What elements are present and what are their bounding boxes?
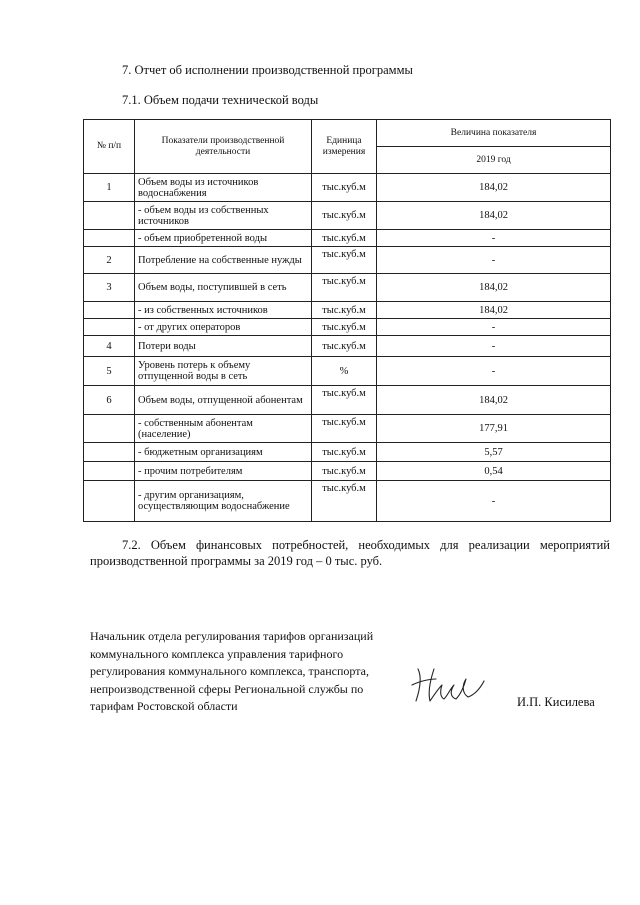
- row-unit: тыс.куб.м: [312, 319, 377, 336]
- row-value: 184,02: [377, 174, 611, 202]
- table-row: [84, 247, 611, 274]
- row-unit: тыс.куб.м: [312, 230, 377, 247]
- row-num: [84, 319, 135, 336]
- subsection-title: 7.1. Объем подачи технической воды: [122, 93, 319, 107]
- row-value: 184,02: [377, 202, 611, 230]
- row-unit: тыс.куб.м: [312, 336, 377, 357]
- row-value: 177,91: [377, 415, 611, 443]
- row-unit: тыс.куб.м: [312, 202, 377, 230]
- row-indicator: Потребление на собственные нужды: [135, 247, 312, 274]
- table-row: [84, 462, 611, 481]
- row-num: 2: [84, 247, 135, 274]
- row-num: 1: [84, 174, 135, 202]
- row-value: 184,02: [377, 274, 611, 302]
- row-indicator: - объем приобретенной воды: [135, 230, 312, 247]
- table-row: [84, 336, 611, 357]
- header-indicator: Показатели производственной деятельности: [135, 120, 312, 174]
- table-row: [84, 174, 611, 202]
- row-unit: тыс.куб.м: [312, 174, 377, 202]
- table-row: [84, 302, 611, 319]
- row-num: [84, 443, 135, 462]
- row-unit: тыс.куб.м: [312, 247, 377, 274]
- table-row: [84, 230, 611, 247]
- row-num: [84, 462, 135, 481]
- row-num: 5: [84, 357, 135, 386]
- row-value: -: [377, 230, 611, 247]
- row-indicator: - бюджетным организациям: [135, 443, 312, 462]
- signatory-name: И.П. Кисилева: [517, 695, 595, 709]
- row-value: -: [377, 319, 611, 336]
- row-unit: тыс.куб.м: [312, 462, 377, 481]
- row-indicator: Уровень потерь к объему отпущенной воды в сеть: [135, 357, 312, 386]
- signatory-position: Начальник отдела регулирования тарифов организаций коммунального комплекса управления тарифного регулирования коммунального комплекса, транспорта, непроизводственной сферы Региональной службы по тарифам Ростовской области: [90, 629, 374, 713]
- row-indicator: - другим организациям, осуществляющим водоснабжение: [135, 481, 312, 522]
- header-value-group: Величина показателя: [377, 120, 611, 147]
- row-indicator: - из собственных источников: [135, 302, 312, 319]
- row-value: 0,54: [377, 462, 611, 481]
- table-row: [84, 319, 611, 336]
- financial-needs-paragraph: 7.2. Объем финансовых потребностей, необходимых для реализации мероприятий производственной программы за 2019 год – 0 тыс. руб.: [90, 538, 610, 568]
- header-num: № п/п: [84, 120, 135, 174]
- row-indicator: Объем воды из источников водоснабжения: [135, 174, 312, 202]
- row-indicator: Объем воды, отпущенной абонентам: [135, 386, 312, 415]
- row-num: [84, 481, 135, 522]
- row-value: 184,02: [377, 302, 611, 319]
- table-row: [84, 357, 611, 386]
- table-row: [84, 202, 611, 230]
- water-supply-table: [83, 119, 611, 522]
- row-indicator: - объем воды из собственных источников: [135, 202, 312, 230]
- row-num: [84, 230, 135, 247]
- row-num: [84, 202, 135, 230]
- row-unit: тыс.куб.м: [312, 443, 377, 462]
- row-indicator: Объем воды, поступившей в сеть: [135, 274, 312, 302]
- row-value: -: [377, 336, 611, 357]
- row-num: 3: [84, 274, 135, 302]
- row-indicator: Потери воды: [135, 336, 312, 357]
- row-unit: тыс.куб.м: [312, 481, 377, 522]
- table-row: [84, 481, 611, 522]
- row-value: 5,57: [377, 443, 611, 462]
- row-num: [84, 415, 135, 443]
- row-indicator: - собственным абонентам (население): [135, 415, 312, 443]
- section-title: 7. Отчет об исполнении производственной программы: [122, 63, 413, 77]
- table-row: [84, 274, 611, 302]
- row-value: -: [377, 247, 611, 274]
- row-indicator: - прочим потребителям: [135, 462, 312, 481]
- row-num: [84, 302, 135, 319]
- row-unit: %: [312, 357, 377, 386]
- row-indicator: - от других операторов: [135, 319, 312, 336]
- row-unit: тыс.куб.м: [312, 386, 377, 415]
- row-value: -: [377, 481, 611, 522]
- row-unit: тыс.куб.м: [312, 302, 377, 319]
- row-num: 4: [84, 336, 135, 357]
- table-row: [84, 386, 611, 415]
- row-unit: тыс.куб.м: [312, 274, 377, 302]
- row-value: -: [377, 357, 611, 386]
- row-unit: тыс.куб.м: [312, 415, 377, 443]
- header-year: 2019 год: [377, 147, 611, 174]
- row-num: 6: [84, 386, 135, 415]
- table-row: [84, 415, 611, 443]
- handwritten-signature: [400, 655, 490, 710]
- row-value: 184,02: [377, 386, 611, 415]
- table-row: [84, 443, 611, 462]
- header-unit: Единица измерения: [312, 120, 377, 174]
